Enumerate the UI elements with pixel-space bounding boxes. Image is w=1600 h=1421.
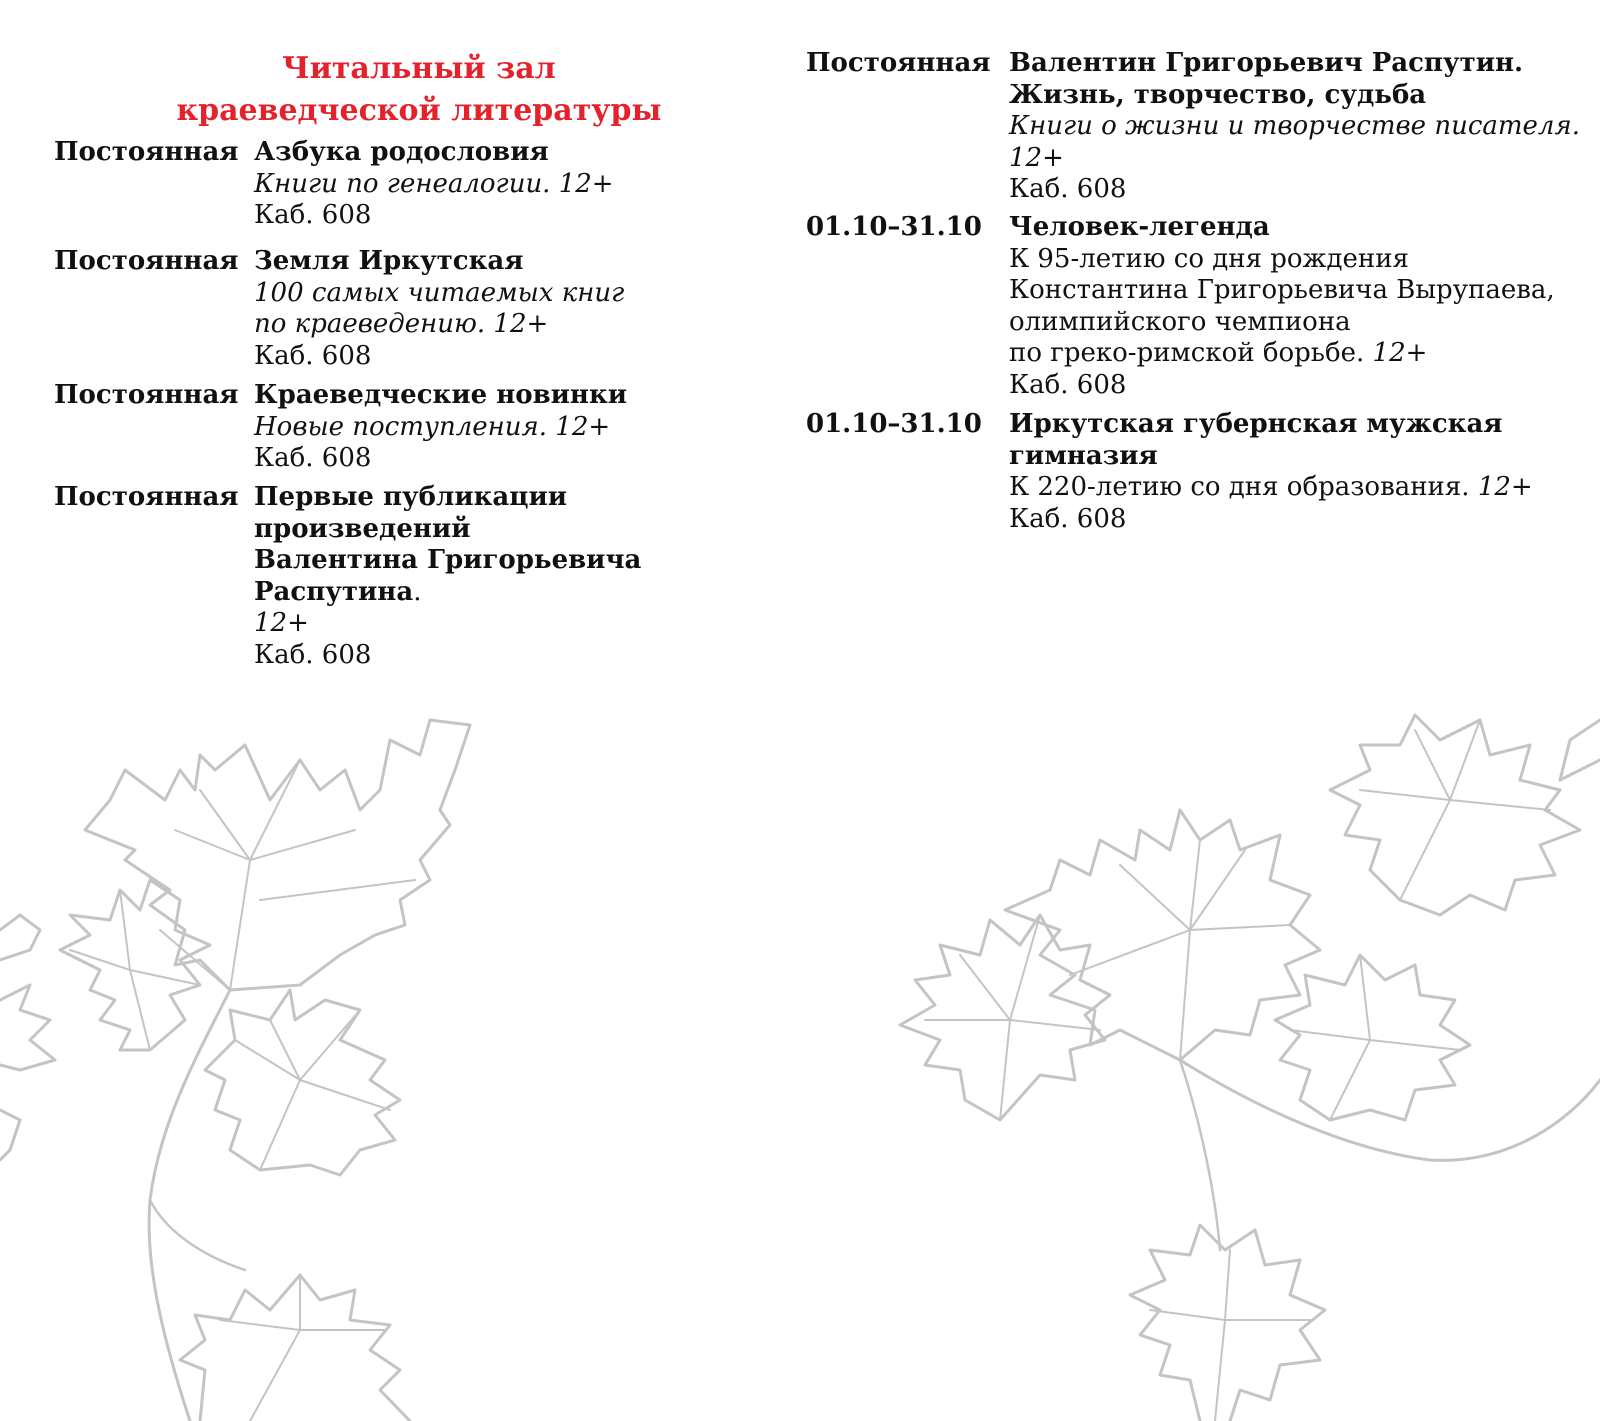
entry-description-line1: 100 самых читаемых книг	[254, 277, 625, 308]
entry-room: Каб. 608	[254, 443, 372, 473]
entry-room: Каб. 608	[1009, 503, 1127, 534]
entry-description-line4: по греко-римской борьбе.	[1009, 338, 1365, 368]
entry-title-line1: Первые публикации произведений	[254, 482, 568, 544]
entry-title-line1: Валентин Григорьевич Распутин.	[1009, 48, 1524, 78]
entry-description: К 220-летию со дня образования.	[1009, 472, 1470, 502]
entry-title-line2: Жизнь, творчество, судьба	[1009, 79, 1427, 110]
entry-description: Книги по генеалогии. 12+	[254, 168, 614, 199]
entry-age: 12+	[1372, 338, 1428, 368]
entry-description-line1: Книги о жизни и творчестве писателя.	[1009, 111, 1580, 141]
exhibition-entry	[806, 409, 1586, 535]
entry-date: Постоянная	[54, 246, 239, 276]
entry-title-line2: Валентина Григорьевича Распутина	[254, 545, 642, 607]
entry-title-end: .	[413, 576, 422, 607]
entry-description: Новые поступления. 12+	[254, 411, 611, 442]
section-title-line2: краеведческой литературы	[176, 93, 662, 128]
section-title	[54, 48, 784, 132]
section-title-line1: Читальный зал	[282, 51, 556, 86]
entry-room: Каб. 608	[1009, 369, 1127, 400]
entry-date: Постоянная	[54, 380, 239, 410]
entry-room: Каб. 608	[254, 200, 372, 230]
exhibition-entry	[54, 482, 784, 671]
entry-date: 01.10–31.10	[806, 212, 982, 242]
exhibition-entry	[806, 48, 1586, 206]
entry-description-line1: К 95-летию со дня рождения	[1009, 243, 1409, 274]
entry-age: 12+	[1477, 472, 1533, 502]
entry-title-line1: Иркутская губернская мужская	[1009, 409, 1503, 439]
entry-title: Человек-легенда	[1009, 212, 1270, 242]
entry-room: Каб. 608	[254, 639, 372, 670]
entry-title: Земля Иркутская	[254, 246, 524, 276]
entry-title: Краеведческие новинки	[254, 380, 628, 410]
entry-title-line2: гимназия	[1009, 440, 1158, 471]
entry-date: 01.10–31.10	[806, 409, 982, 439]
entry-title: Азбука родословия	[254, 137, 549, 167]
exhibition-entry	[54, 137, 784, 232]
entry-room: Каб. 608	[254, 340, 372, 371]
entry-date: Постоянная	[54, 482, 239, 512]
entry-room: Каб. 608	[1009, 174, 1127, 204]
exhibition-entry	[54, 380, 784, 475]
entry-description-line2: 12+	[1009, 142, 1064, 173]
entry-date: Постоянная	[806, 48, 991, 78]
entry-date: Постоянная	[54, 137, 239, 167]
exhibition-entry	[806, 212, 1586, 401]
entry-age: 12+	[254, 608, 309, 638]
entry-description-line3: олимпийского чемпиона	[1009, 306, 1351, 337]
exhibition-entry	[54, 246, 784, 372]
entry-description-line2: Константина Григорьевича Вырупаева,	[1009, 275, 1555, 305]
entry-description-line2: по краеведению. 12+	[254, 309, 549, 339]
